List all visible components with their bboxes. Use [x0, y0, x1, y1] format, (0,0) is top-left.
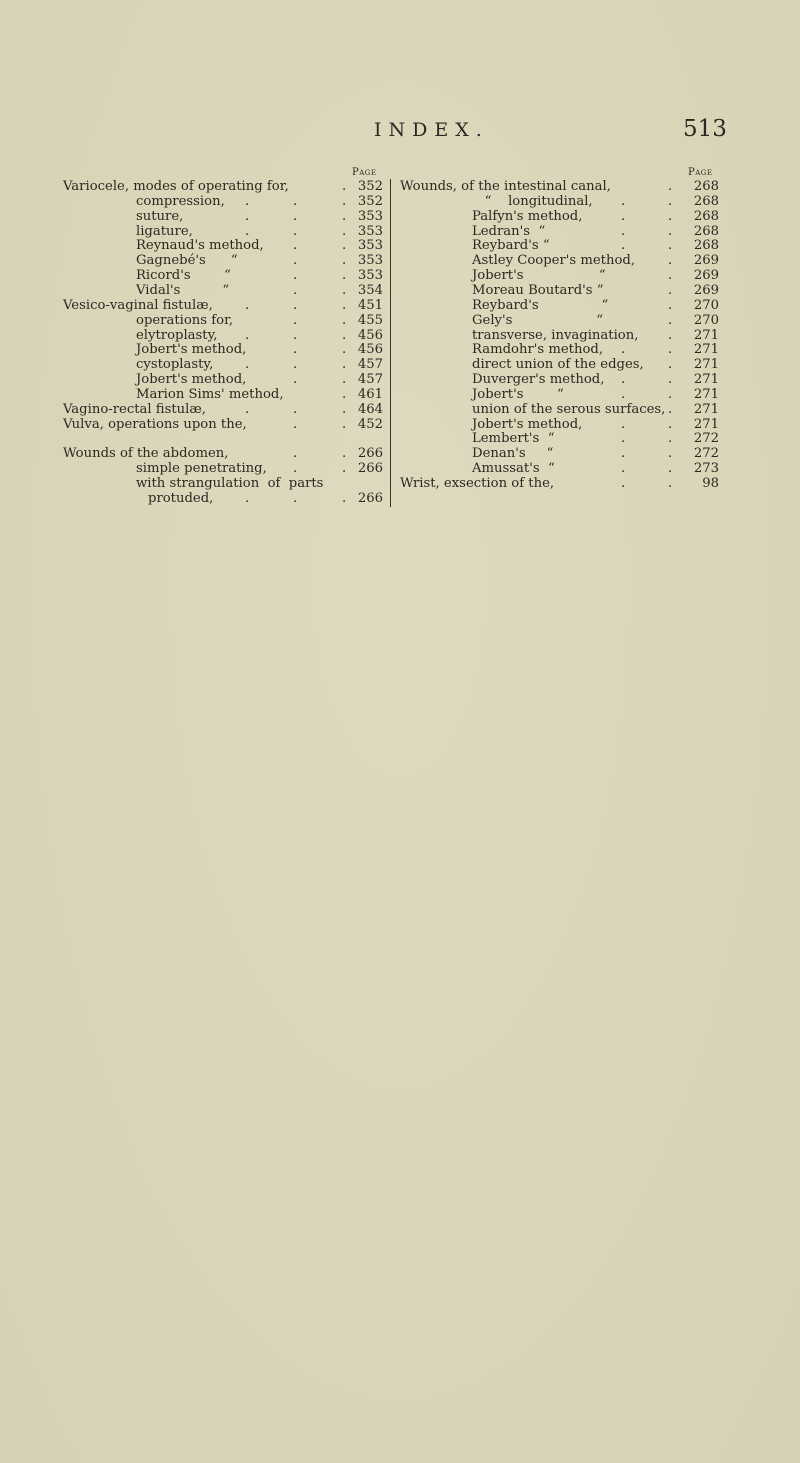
- leader-dot: .: [668, 327, 673, 343]
- entry-text: Jobert's method,: [472, 416, 583, 432]
- leader-dot: .: [293, 401, 298, 417]
- index-entry: [392, 342, 732, 357]
- leader-dot: .: [621, 238, 626, 254]
- leader-dot: .: [293, 253, 298, 269]
- leader-dot: .: [293, 193, 298, 209]
- entry-page-number: 266: [357, 461, 383, 477]
- leader-dot: .: [245, 357, 250, 373]
- index-entry: [392, 268, 732, 283]
- entry-page-number: 269: [693, 282, 719, 298]
- leader-dot: .: [668, 297, 673, 313]
- leader-dot: .: [342, 386, 347, 402]
- entry-text: Ledran's “: [472, 223, 546, 239]
- entry-text: Marion Sims' method,: [136, 386, 284, 402]
- leader-dot: .: [293, 297, 298, 313]
- index-entry: [0, 328, 390, 343]
- leader-dot: .: [342, 208, 347, 224]
- index-entry: [0, 298, 390, 313]
- leader-dot: .: [668, 342, 673, 358]
- leader-dot: .: [342, 327, 347, 343]
- leader-dot: .: [621, 372, 626, 388]
- leader-dot: .: [668, 372, 673, 388]
- leader-dot: .: [293, 416, 298, 432]
- leader-dot: .: [342, 193, 347, 209]
- page-number: 513: [683, 116, 727, 142]
- leader-dot: .: [621, 386, 626, 402]
- index-entry: [392, 402, 732, 417]
- leader-dot: .: [293, 342, 298, 358]
- leader-dot: .: [342, 372, 347, 388]
- column-divider: [390, 179, 391, 507]
- index-entry: [392, 194, 732, 209]
- leader-dot: .: [245, 327, 250, 343]
- entry-page-number: 456: [357, 342, 383, 358]
- leader-dot: .: [621, 431, 626, 447]
- entry-text: Denan's “: [472, 446, 554, 462]
- index-entry: [392, 238, 732, 253]
- index-entry: [392, 179, 732, 194]
- leader-dot: .: [293, 238, 298, 254]
- entry-text: simple penetrating,: [136, 461, 267, 477]
- page-column-label: Page: [352, 167, 377, 178]
- leader-dot: .: [342, 357, 347, 373]
- leader-dot: .: [293, 208, 298, 224]
- leader-dot: .: [293, 372, 298, 388]
- leader-dot: .: [293, 490, 298, 506]
- leader-dot: .: [245, 208, 250, 224]
- index-entry: [392, 476, 732, 491]
- entry-text: Ricord's “: [136, 268, 231, 284]
- entry-page-number: 352: [357, 193, 383, 209]
- entry-page-number: 464: [357, 401, 383, 417]
- index-entry: [392, 461, 732, 476]
- entry-page-number: 271: [693, 401, 719, 417]
- entry-text: Lembert's “: [472, 431, 555, 447]
- leader-dot: .: [621, 416, 626, 432]
- entry-page-number: 266: [357, 490, 383, 506]
- index-entry: [392, 283, 732, 298]
- leader-dot: .: [342, 490, 347, 506]
- entry-page-number: 353: [357, 223, 383, 239]
- index-entry: [392, 313, 732, 328]
- entry-text: transverse, invagination,: [472, 327, 639, 343]
- entry-page-number: 272: [693, 431, 719, 447]
- entry-page-number: 271: [693, 416, 719, 432]
- leader-dot: .: [342, 223, 347, 239]
- entry-text: Vagino-rectal fistulæ,: [63, 401, 206, 417]
- entry-text: with strangulation of parts: [136, 476, 324, 491]
- index-entry: [392, 298, 732, 313]
- leader-dot: .: [621, 208, 626, 224]
- index-entry: [0, 283, 390, 298]
- entry-page-number: 353: [357, 253, 383, 269]
- leader-dot: .: [668, 446, 673, 462]
- entry-page-number: 461: [357, 386, 383, 402]
- entry-page-number: 271: [693, 357, 719, 373]
- leader-dot: .: [293, 357, 298, 373]
- entry-text: compression,: [136, 193, 225, 209]
- entry-page-number: 269: [693, 253, 719, 269]
- entry-text: ligature,: [136, 223, 193, 239]
- leader-dot: .: [668, 431, 673, 447]
- entry-page-number: 268: [693, 208, 719, 224]
- entry-text: Wounds, of the intestinal canal,: [400, 179, 611, 194]
- leader-dot: .: [621, 342, 626, 358]
- leader-dot: .: [668, 401, 673, 417]
- leader-dot: .: [668, 193, 673, 209]
- page-column-label: Page: [688, 167, 713, 178]
- entry-page-number: 268: [693, 238, 719, 254]
- leader-dot: .: [342, 297, 347, 313]
- leader-dot: .: [668, 416, 673, 432]
- leader-dot: .: [342, 312, 347, 328]
- entry-page-number: 352: [357, 179, 383, 194]
- leader-dot: .: [668, 461, 673, 477]
- entry-page-number: 451: [357, 297, 383, 313]
- entry-page-number: 270: [693, 312, 719, 328]
- entry-text: Duverger's method,: [472, 372, 605, 388]
- leader-dot: .: [293, 327, 298, 343]
- index-entry: [392, 387, 732, 402]
- leader-dot: .: [621, 446, 626, 462]
- index-entry: [392, 328, 732, 343]
- leader-dot: .: [668, 386, 673, 402]
- leader-dot: .: [245, 193, 250, 209]
- leader-dot: .: [668, 357, 673, 373]
- index-entry: [0, 253, 390, 268]
- entry-text: direct union of the edges,: [472, 357, 644, 373]
- entry-page-number: 270: [693, 297, 719, 313]
- entry-page-number: 269: [693, 268, 719, 284]
- index-entry: [0, 313, 390, 328]
- entry-page-number: 353: [357, 208, 383, 224]
- leader-dot: .: [668, 179, 673, 194]
- index-entry: [0, 461, 390, 476]
- leader-dot: .: [293, 312, 298, 328]
- entry-text: elytroplasty,: [136, 327, 218, 343]
- entry-text: Wrist, exsection of the,: [400, 476, 555, 491]
- entry-text: Reynaud's method,: [136, 238, 264, 254]
- leader-dot: .: [621, 223, 626, 239]
- entry-text: Astley Cooper's method,: [472, 253, 636, 269]
- leader-dot: .: [668, 238, 673, 254]
- entry-text: “ longitudinal,: [472, 193, 593, 209]
- index-entry: [0, 224, 390, 239]
- leader-dot: .: [293, 446, 298, 462]
- index-entry: [0, 417, 390, 432]
- entry-text: Jobert's method,: [136, 372, 247, 388]
- leader-dot: .: [342, 282, 347, 298]
- entry-text: Reybard's “: [472, 238, 550, 254]
- index-entry: [0, 357, 390, 372]
- entry-text: Jobert's “: [472, 268, 606, 284]
- index-entry: [0, 402, 390, 417]
- leader-dot: .: [342, 342, 347, 358]
- leader-dot: .: [668, 312, 673, 328]
- entry-page-number: 271: [693, 372, 719, 388]
- entry-page-number: 98: [702, 476, 719, 491]
- index-entry: [0, 342, 390, 357]
- index-entry: [0, 238, 390, 253]
- leader-dot: .: [245, 490, 250, 506]
- leader-dot: .: [245, 401, 250, 417]
- leader-dot: .: [668, 268, 673, 284]
- entry-text: Wounds of the abdomen,: [63, 446, 229, 462]
- leader-dot: .: [342, 179, 347, 194]
- leader-dot: .: [293, 223, 298, 239]
- leader-dot: .: [342, 446, 347, 462]
- index-entry: [392, 253, 732, 268]
- leader-dot: .: [342, 268, 347, 284]
- index-entry: [392, 417, 732, 432]
- entry-page-number: 457: [357, 372, 383, 388]
- entry-page-number: 354: [357, 282, 383, 298]
- index-entry: [392, 446, 732, 461]
- entry-text: protuded,: [148, 490, 214, 506]
- entry-text: suture,: [136, 208, 184, 224]
- entry-text: cystoplasty,: [136, 357, 214, 373]
- entry-text: Reybard's “: [472, 297, 609, 313]
- entry-page-number: 271: [693, 342, 719, 358]
- entry-text: Amussat's “: [472, 461, 555, 477]
- leader-dot: .: [342, 401, 347, 417]
- index-entry: [392, 357, 732, 372]
- leader-dot: .: [245, 297, 250, 313]
- entry-page-number: 452: [357, 416, 383, 432]
- index-entry: [0, 446, 390, 461]
- index-entry: [392, 431, 732, 446]
- entry-page-number: 272: [693, 446, 719, 462]
- entry-page-number: 266: [357, 446, 383, 462]
- index-entry: [392, 224, 732, 239]
- entry-text: Ramdohr's method,: [472, 342, 604, 358]
- index-entry: [0, 194, 390, 209]
- leader-dot: .: [293, 461, 298, 477]
- index-entry: [0, 209, 390, 224]
- leader-dot: .: [342, 238, 347, 254]
- entry-text: Palfyn's method,: [472, 208, 583, 224]
- leader-dot: .: [342, 416, 347, 432]
- entry-page-number: 456: [357, 327, 383, 343]
- index-entry: [0, 491, 390, 506]
- entry-page-number: 271: [693, 386, 719, 402]
- entry-page-number: 273: [693, 461, 719, 477]
- entry-page-number: 268: [693, 223, 719, 239]
- entry-page-number: 271: [693, 327, 719, 343]
- leader-dot: .: [668, 223, 673, 239]
- leader-dot: .: [342, 461, 347, 477]
- index-entry: [0, 387, 390, 402]
- entry-text: Vulva, operations upon the,: [63, 416, 247, 432]
- leader-dot: .: [668, 282, 673, 298]
- leader-dot: .: [621, 476, 626, 491]
- index-entry: [0, 372, 390, 387]
- entry-text: union of the serous surfaces,: [472, 401, 666, 417]
- index-entry: [0, 268, 390, 283]
- entry-text: operations for,: [136, 312, 234, 328]
- leader-dot: .: [293, 282, 298, 298]
- entry-page-number: 268: [693, 179, 719, 194]
- entry-page-number: 268: [693, 193, 719, 209]
- index-entry: [0, 476, 390, 491]
- entry-text: Moreau Boutard's “: [472, 282, 604, 298]
- leader-dot: .: [668, 253, 673, 269]
- leader-dot: .: [621, 461, 626, 477]
- running-title: INDEX.: [374, 119, 489, 141]
- entry-page-number: 353: [357, 238, 383, 254]
- leader-dot: .: [293, 268, 298, 284]
- index-entry: [392, 209, 732, 224]
- entry-text: Jobert's method,: [136, 342, 247, 358]
- entry-page-number: 455: [357, 312, 383, 328]
- leader-dot: .: [342, 253, 347, 269]
- entry-text: Vesico-vaginal fistulæ,: [63, 297, 213, 313]
- entry-text: Gely's “: [472, 312, 603, 328]
- index-entry: [392, 372, 732, 387]
- entry-page-number: 353: [357, 268, 383, 284]
- index-entry: [0, 179, 390, 194]
- entry-text: Variocele, modes of operating for,: [63, 179, 289, 194]
- entry-text: Jobert's “: [472, 386, 564, 402]
- entry-text: Gagnebé's “: [136, 253, 238, 269]
- leader-dot: .: [245, 223, 250, 239]
- leader-dot: .: [668, 476, 673, 491]
- entry-text: Vidal's “: [136, 282, 230, 298]
- leader-dot: .: [621, 193, 626, 209]
- entry-page-number: 457: [357, 357, 383, 373]
- leader-dot: .: [668, 208, 673, 224]
